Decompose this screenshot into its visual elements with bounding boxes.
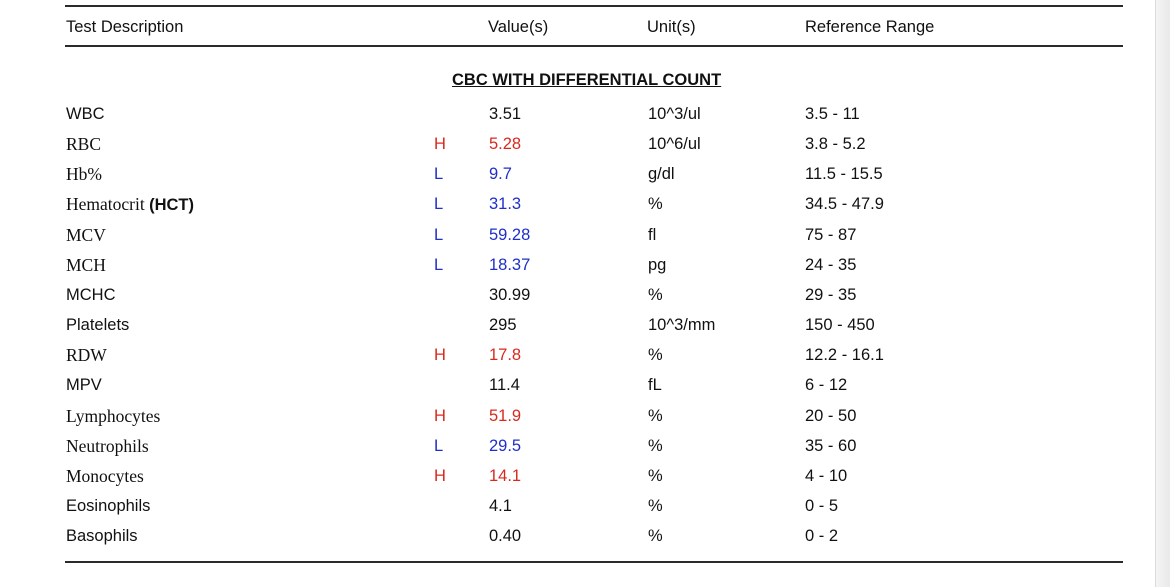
reference-range: 0 - 5	[805, 496, 839, 515]
test-name	[66, 525, 138, 547]
result-value: 51.9	[489, 406, 522, 425]
result-flag: H	[434, 466, 446, 485]
reference-range: 150 - 450	[805, 316, 875, 335]
table-row	[0, 525, 1170, 547]
result-unit: %	[648, 285, 663, 304]
reference-range: 20 - 50	[805, 406, 857, 425]
test-name-text: MCH	[66, 254, 106, 275]
result-flag: L	[434, 436, 444, 455]
result-value: 4.1	[489, 496, 512, 515]
result-value: 59.28	[489, 225, 531, 244]
header-test-description: Test Description	[66, 18, 184, 36]
test-name	[66, 495, 150, 517]
reference-range: 3.8 - 5.2	[805, 135, 866, 154]
table-row	[0, 133, 1170, 155]
test-name	[66, 374, 102, 396]
reference-range: 0 - 2	[805, 527, 839, 546]
test-name-abbrev: (HCT)	[149, 196, 194, 215]
result-value: 5.28	[489, 135, 522, 154]
section-title: CBC WITH DIFFERENTIAL COUNT	[452, 71, 722, 89]
result-unit: %	[648, 406, 663, 425]
reference-range: 3.5 - 11	[805, 105, 860, 123]
table-row	[0, 284, 1170, 306]
test-name	[66, 224, 106, 246]
table-row	[0, 435, 1170, 457]
test-name	[66, 284, 116, 306]
test-name-text: RDW	[66, 345, 107, 366]
header-rule	[65, 45, 1123, 47]
result-value: 17.8	[489, 346, 522, 365]
result-unit: 10^6/ul	[648, 135, 701, 154]
result-unit: %	[648, 195, 663, 214]
header-reference-range: Reference Range	[805, 18, 935, 36]
test-name-text: WBC	[66, 105, 105, 123]
test-name-text: Hb%	[66, 164, 102, 185]
table-row	[0, 344, 1170, 366]
result-unit: 10^3/mm	[648, 316, 716, 335]
reference-range: 75 - 87	[805, 225, 857, 244]
test-name-text: MCHC	[66, 285, 116, 304]
test-name	[66, 163, 102, 185]
table-row	[0, 314, 1170, 336]
result-unit: g/dl	[648, 165, 675, 184]
test-name	[66, 254, 106, 276]
result-value: 0.40	[489, 527, 522, 546]
test-name	[66, 344, 107, 366]
result-value: 295	[489, 316, 517, 335]
result-unit: fl	[648, 225, 657, 244]
reference-range: 34.5 - 47.9	[805, 195, 884, 214]
table-row	[0, 254, 1170, 276]
table-row	[0, 495, 1170, 517]
result-unit: %	[648, 496, 663, 515]
test-name-text: Basophils	[66, 527, 138, 546]
result-flag: L	[434, 225, 444, 244]
result-unit: pg	[648, 255, 667, 274]
test-name-text: Platelets	[66, 316, 130, 335]
reference-range: 4 - 10	[805, 466, 848, 485]
table-row	[0, 163, 1170, 185]
result-value: 29.5	[489, 436, 522, 455]
test-name-text: MPV	[66, 376, 102, 395]
reference-range: 11.5 - 15.5	[805, 165, 883, 184]
table-row	[0, 465, 1170, 487]
result-flag: H	[434, 135, 446, 154]
test-name	[66, 314, 129, 336]
test-name-text: MCV	[66, 224, 106, 245]
result-unit: %	[648, 466, 663, 485]
result-value: 3.51	[489, 105, 522, 123]
result-unit: fL	[648, 376, 662, 395]
page-edge	[1155, 0, 1170, 587]
result-flag: L	[434, 195, 444, 214]
result-unit: %	[648, 436, 663, 455]
result-flag: H	[434, 346, 446, 365]
table-row	[0, 405, 1170, 427]
reference-range: 35 - 60	[805, 436, 857, 455]
bottom-rule	[65, 561, 1123, 563]
test-name	[66, 193, 194, 216]
test-name	[66, 405, 160, 427]
test-name-text: Eosinophils	[66, 496, 151, 515]
table-row	[0, 374, 1170, 396]
header-units: Unit(s)	[647, 18, 696, 36]
result-value: 18.37	[489, 255, 531, 274]
table-row	[0, 103, 1170, 125]
result-value: 30.99	[489, 285, 531, 304]
header-values: Value(s)	[488, 18, 549, 36]
result-value: 11.4	[489, 376, 520, 395]
test-name-text: Hematocrit	[66, 194, 150, 215]
reference-range: 12.2 - 16.1	[805, 346, 884, 365]
result-value: 31.3	[489, 195, 522, 214]
result-flag: H	[434, 406, 446, 425]
table-row	[0, 193, 1170, 215]
reference-range: 29 - 35	[805, 285, 857, 304]
result-flag: L	[434, 165, 444, 184]
test-name-text: Neutrophils	[66, 435, 149, 456]
test-name	[66, 465, 144, 487]
test-name-text: RBC	[66, 134, 102, 155]
test-name	[66, 103, 105, 125]
test-name-text: Lymphocytes	[66, 405, 161, 426]
test-name	[66, 133, 101, 155]
reference-range: 24 - 35	[805, 255, 857, 274]
result-value: 9.7	[489, 165, 512, 184]
result-unit: %	[648, 346, 663, 365]
table-row	[0, 224, 1170, 246]
result-flag: L	[434, 255, 444, 274]
top-rule	[65, 5, 1123, 7]
test-name	[66, 435, 149, 457]
result-unit: %	[648, 527, 663, 546]
test-name-text: Monocytes	[66, 465, 144, 486]
result-value: 14.1	[489, 466, 522, 485]
result-unit: 10^3/ul	[648, 105, 701, 123]
reference-range: 6 - 12	[805, 376, 848, 395]
